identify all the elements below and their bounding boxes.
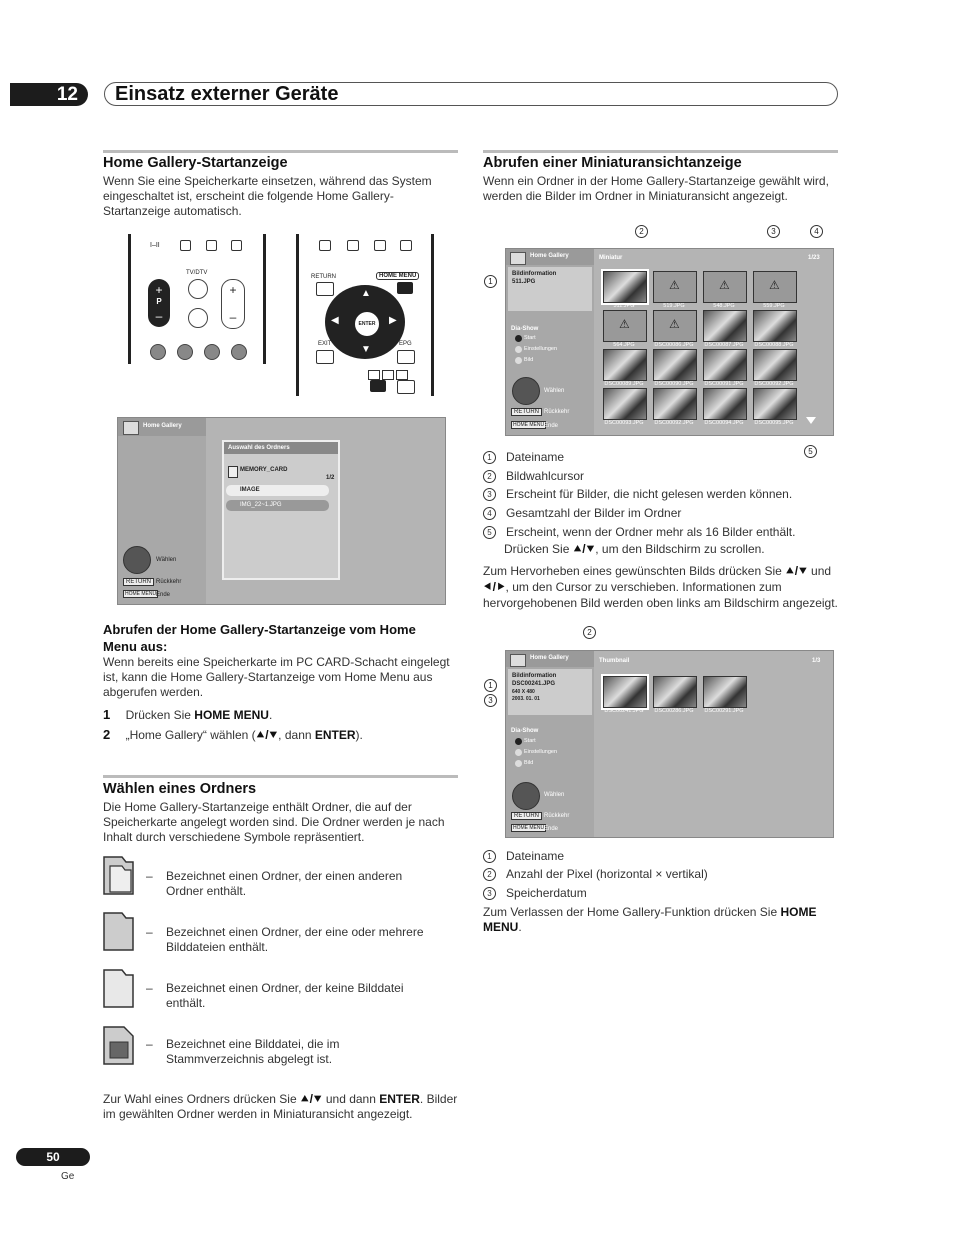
screen-mode-icon: [180, 240, 191, 251]
screen-title: Thumbnail: [599, 658, 630, 664]
legend-2-item-3: [483, 886, 587, 901]
end-hint: Ende: [156, 592, 171, 598]
legend-number: 3: [483, 887, 496, 900]
section-rule: [483, 150, 838, 153]
subsection-text-home-menu: Wenn bereits eine Speicherkarte im PC CARD-Schacht eingelegt ist, kann die Home Gallery-Startanzeige vom Home Menu aus abgerufen werden.: [103, 655, 450, 699]
screen-title: Miniatur: [599, 255, 623, 261]
return-label: RETURN: [311, 274, 336, 280]
thumbnail-image[interactable]: [603, 349, 647, 381]
blue-button[interactable]: [231, 344, 247, 360]
folder-desc-4: Bezeichnet eine Bilddatei, die im Stammverzeichnis abgelegt ist.: [166, 1037, 340, 1066]
footer-text: und dann: [322, 1092, 380, 1106]
folder-desc-3: Bezeichnet einen Ordner, der keine Bilddatei enthält.: [166, 981, 404, 1010]
thumbnail-image[interactable]: [603, 676, 647, 708]
start-radio[interactable]: [515, 738, 522, 745]
screen-header: Home Gallery: [143, 423, 182, 429]
thumbnail-caption: DSC00092.JPG: [654, 420, 694, 426]
info-box: [508, 267, 592, 311]
start-label: Start: [524, 335, 536, 341]
legend-text: Anzahl der Pixel (horizontal × vertikal): [506, 867, 708, 881]
step-number: 2: [103, 727, 111, 742]
thumbnail-caption: DSC00291.JPG: [704, 708, 744, 714]
home-gallery-screen: [117, 417, 446, 605]
para-text: und: [807, 564, 832, 578]
legend-text: Speicherdatum: [506, 886, 587, 900]
legend-1-item-5: [483, 525, 795, 540]
arrow-keys: ⯅/⯆: [572, 542, 596, 556]
thumbnail-caption: DSC00086.JPG: [654, 342, 694, 348]
folder-item-label: IMG_22~1.JPG: [240, 502, 282, 508]
thumbnail-caption: 559.JPG: [763, 303, 785, 309]
page-lang: Ge: [61, 1171, 75, 1182]
step-2: [103, 727, 363, 743]
end-hint: Ende: [544, 826, 559, 832]
freeze-icon: [231, 240, 242, 251]
legend-number: 1: [483, 451, 496, 464]
picture-icon: [206, 240, 217, 251]
thumbnail-screen: [505, 248, 834, 436]
thumbnail-info-screen: [505, 650, 834, 838]
legend-2-item-1: [483, 849, 564, 864]
settings-radio[interactable]: [515, 346, 522, 353]
arrow-keys: ⯅/⯆: [785, 564, 808, 578]
start-radio[interactable]: [515, 335, 522, 342]
folder-item-file[interactable]: [226, 500, 329, 511]
dialog-page: 1/2: [326, 475, 335, 481]
step-key: ENTER: [314, 728, 356, 742]
info-label: Bildinformation: [512, 673, 557, 679]
callout-2: 2: [583, 626, 596, 639]
thumbnail-image[interactable]: [653, 310, 697, 342]
folder-with-images-icon: [102, 910, 136, 952]
step-number: 1: [103, 707, 111, 722]
thumbnail-image[interactable]: [603, 271, 647, 303]
legend-text: Gesamtzahl der Bilder im Ordner: [506, 506, 682, 520]
empty-folder-icon: [102, 967, 136, 1009]
folder-with-folders-icon: [102, 854, 136, 896]
legend-text: Erscheint, wenn der Ordner mehr als 16 Bilder enthält.: [506, 525, 796, 539]
select-hint: Wählen: [544, 792, 565, 798]
screen-page: 1/3: [812, 658, 821, 664]
home-menu-key: HOME MENU: [513, 825, 545, 831]
legend-text: Dateiname: [506, 450, 565, 464]
legend-text: Erscheint für Bilder, die nicht gelesen werden können.: [506, 487, 793, 501]
thumbnail-caption: 564.JPG: [613, 342, 635, 348]
epg-label: EPG: [399, 341, 412, 347]
thumbnail-image[interactable]: [653, 271, 697, 303]
gallery-icon: [510, 252, 526, 265]
image-radio[interactable]: [515, 760, 522, 767]
thumbnail-caption: 519.JPG: [663, 303, 685, 309]
step-1: [103, 707, 272, 722]
info-filename: 511.JPG: [512, 279, 536, 285]
scroll-down-icon[interactable]: [806, 417, 816, 424]
section-title-home-gallery: Home Gallery-Startanzeige: [103, 155, 288, 171]
return-key: RETURN: [511, 408, 542, 416]
image-file-icon: [102, 1024, 136, 1066]
dpad-icon: [123, 546, 151, 574]
dpad[interactable]: ▲ ▼ ◀ ▶ ENTER: [325, 285, 405, 359]
back-hint: Rückkehr: [544, 813, 570, 819]
section-title-folder: Wählen eines Ordners: [103, 781, 257, 797]
home-menu-key: HOME MENU: [513, 422, 545, 428]
section-rule: [103, 775, 458, 778]
thumbnail-image[interactable]: [603, 310, 647, 342]
folder-desc-2: Bezeichnet einen Ordner, der eine oder mehrere Bilddateien enthält.: [166, 925, 424, 954]
folder-footer: [103, 1092, 459, 1122]
home-menu-label: HOME MENU: [376, 272, 419, 280]
enter-button[interactable]: ENTER: [353, 310, 381, 338]
section-text-home-gallery: Wenn Sie eine Speicherkarte einsetzen, während das System eingeschaltet ist, erscheint die folgende Home Gallery-Startanzeige automatisch.: [103, 174, 432, 218]
start-label: Start: [524, 738, 536, 744]
callout-1: 1: [484, 275, 497, 288]
thumbnail-caption: DSC00094.JPG: [704, 420, 744, 426]
return-key: RETURN: [123, 578, 154, 586]
footer-text: Zur Wahl eines Ordners drücken Sie: [103, 1092, 300, 1106]
folder-desc-1: Bezeichnet einen Ordner, der einen anderen Ordner enthält.: [166, 869, 403, 898]
legend-number: 1: [483, 850, 496, 863]
folder-dialog: [222, 440, 340, 580]
folder-dash: –: [146, 981, 153, 995]
step-text: Drücken Sie: [125, 708, 195, 722]
thumbnail-caption: 511.JPG: [613, 303, 635, 309]
legend-2-item-2: [483, 867, 708, 882]
thumbnail-caption: DSC00095.JPG: [754, 420, 794, 426]
slideshow-label: Dia-Show: [511, 728, 539, 734]
select-hint: Wählen: [156, 557, 177, 563]
folder-item-label: IMAGE: [240, 487, 260, 493]
step-text: , dann: [278, 728, 315, 742]
thumbnail-caption: DSC00093.JPG: [604, 420, 644, 426]
remote-illustration-left: [128, 234, 266, 364]
thumbnail-caption: DSC00241.JPG: [604, 708, 644, 714]
btn-i-ii-label: I–II: [150, 242, 160, 249]
folder-dash: –: [146, 1037, 153, 1051]
thumbnail-image[interactable]: [703, 310, 747, 342]
legend-1-item-3: [483, 487, 792, 502]
folder-item-image[interactable]: [226, 485, 329, 496]
cursor-paragraph: [483, 563, 843, 611]
thumbnail-image[interactable]: [703, 388, 747, 420]
para-text: , um den Cursor zu verschieben. Informationen zum hervorgehobenen Bild werden oben links am Bildschirm angezeigt.: [483, 580, 838, 610]
section-title-thumbnails: Abrufen einer Miniaturansichtanzeige: [483, 155, 742, 171]
thumbnail-image[interactable]: [653, 676, 697, 708]
thumbnail-image[interactable]: [753, 388, 797, 420]
thumbnail-image[interactable]: [703, 676, 747, 708]
image-radio[interactable]: [515, 357, 522, 364]
callout-2: 2: [635, 225, 648, 238]
remote-illustration-right: [296, 234, 434, 396]
legend-text: , um den Bildschirm zu scrollen.: [595, 542, 765, 556]
return-button[interactable]: [316, 282, 334, 296]
subsection-title-home-menu: Abrufen der Home Gallery-Startanzeige vom Home Menu aus:: [103, 622, 416, 654]
thumbnail-image[interactable]: [753, 271, 797, 303]
gallery-icon: [510, 654, 526, 667]
settings-label: Einstellungen: [524, 749, 558, 755]
screen-header: Home Gallery: [530, 655, 569, 661]
home-menu-button[interactable]: [397, 282, 413, 294]
select-hint: Wählen: [544, 388, 565, 394]
thumbnail-image[interactable]: [653, 388, 697, 420]
thumbnail-caption: DSC00286.JPG: [654, 708, 694, 714]
thumbnail-image[interactable]: [703, 349, 747, 381]
slideshow-label: Dia-Show: [511, 326, 539, 332]
thumbnail-caption: DSC00091.JPG: [704, 381, 744, 387]
thumbnail-image[interactable]: [753, 349, 797, 381]
pc-card-button[interactable]: [370, 380, 386, 392]
info-size: 640 X 480: [512, 689, 535, 695]
screen-page: 1/23: [808, 255, 820, 261]
legend-number: 2: [483, 868, 496, 881]
legend-number: 3: [483, 488, 496, 501]
back-hint: Rückkehr: [156, 579, 182, 585]
exit-button[interactable]: [316, 350, 334, 364]
epg-button[interactable]: [397, 350, 415, 364]
thumbnail-image[interactable]: [603, 388, 647, 420]
settings-radio[interactable]: [515, 749, 522, 756]
legend-1-item-1: [483, 450, 564, 465]
green-button[interactable]: [177, 344, 193, 360]
volume-rocker[interactable]: + –: [221, 279, 245, 329]
para-text: Zum Hervorheben eines gewünschten Bilds drücken Sie: [483, 564, 786, 578]
thumbnail-caption: DSC00090.JPG: [654, 381, 694, 387]
thumbnail-image[interactable]: [753, 310, 797, 342]
image-label: Bild: [524, 357, 534, 363]
folder-dash: –: [146, 869, 153, 883]
dialog-title: Auswahl des Ordners: [224, 442, 338, 454]
section-rule: [103, 150, 458, 153]
step-text: ).: [355, 728, 363, 742]
chapter-number: 12: [10, 83, 88, 106]
mute-button[interactable]: [188, 308, 208, 328]
memory-card-icon: [228, 466, 238, 478]
media-button[interactable]: [397, 380, 415, 394]
program-rocker[interactable]: + P –: [148, 279, 170, 327]
info-filename: DSC00241.JPG: [512, 681, 556, 687]
settings-label: Einstellungen: [524, 346, 558, 352]
thumbnail-caption: DSC00092.JPG: [754, 381, 794, 387]
section-text-thumbnails: Wenn ein Ordner in der Home Gallery-Startanzeige gewählt wird, werden die Bilder im Ordner in Miniaturansicht angezeigt.: [483, 174, 829, 203]
legend-number: 2: [483, 470, 496, 483]
tv-dtv-button[interactable]: [188, 279, 208, 299]
legend-text: Drücken Sie: [504, 542, 573, 556]
callout-3: 3: [767, 225, 780, 238]
dpad-icon: [512, 782, 540, 810]
page-number: 50: [16, 1148, 90, 1166]
callout-1: 1: [484, 679, 497, 692]
footer-key: HOME MENU: [483, 905, 817, 934]
screen-header: Home Gallery: [530, 253, 569, 259]
legend-1-item-5-cont: [504, 542, 765, 557]
dpad-icon: [512, 377, 540, 405]
thumbnail-caption: DSC00089.JPG: [604, 381, 644, 387]
legend-1-item-4: [483, 506, 681, 521]
footer-key: ENTER: [379, 1092, 420, 1106]
legend-number: 5: [483, 526, 496, 539]
exit-label: EXIT: [318, 341, 332, 347]
footer-text: . Bilder im gewählten Ordner werden in Miniaturansicht angezeigt.: [103, 1092, 458, 1121]
yellow-button[interactable]: [204, 344, 220, 360]
legend-number: 4: [483, 507, 496, 520]
thumbnail-caption: 548.JPG: [713, 303, 735, 309]
arrow-keys: ⯅/⯆: [299, 1092, 323, 1106]
step-text: „Home Gallery“ wählen (: [125, 728, 256, 742]
section-text-folder: Die Home Gallery-Startanzeige enthält Ordner, die auf der Speicherkarte angelegt worden sind. Die Ordner werden je nach Inhalt durch verschiedene Symbole repräsentiert.: [103, 800, 445, 844]
arrow-keys: ⯇/⯈: [483, 580, 506, 594]
image-label: Bild: [524, 760, 534, 766]
red-button[interactable]: [150, 344, 166, 360]
step-key: HOME MENU: [194, 708, 269, 722]
home-menu-key: HOME MENU: [125, 591, 157, 597]
callout-5: 5: [804, 445, 817, 458]
para-text: .: [518, 920, 522, 934]
exit-paragraph: [483, 905, 833, 935]
memory-card-label: MEMORY_CARD: [240, 467, 288, 473]
legend-1-item-2: [483, 469, 584, 484]
info-date: 2003. 01. 01: [512, 696, 540, 702]
info-label: Bildinformation: [512, 271, 557, 277]
thumbnail-image[interactable]: [653, 349, 697, 381]
folder-dash: –: [146, 925, 153, 939]
thumbnail-caption: DSC00088.JPG: [754, 342, 794, 348]
gallery-icon: [123, 421, 139, 435]
end-hint: Ende: [544, 423, 559, 429]
callout-3: 3: [484, 694, 497, 707]
tvdtv-label: TV/DTV: [186, 270, 208, 276]
thumbnail-image[interactable]: [703, 271, 747, 303]
arrow-keys: ⯅/⯆: [255, 728, 279, 742]
step-text: .: [268, 708, 273, 722]
legend-text: Bildwahlcursor: [506, 469, 585, 483]
info-box: [508, 669, 592, 715]
return-key: RETURN: [511, 812, 542, 820]
callout-4: 4: [810, 225, 823, 238]
chapter-title: Einsatz externer Geräte: [104, 82, 838, 106]
back-hint: Rückkehr: [544, 409, 570, 415]
legend-text: Dateiname: [506, 849, 565, 863]
program-label: P: [156, 297, 162, 306]
thumbnail-caption: DSC00087.JPG: [704, 342, 744, 348]
para-text: Zum Verlassen der Home Gallery-Funktion drücken Sie: [483, 905, 781, 919]
